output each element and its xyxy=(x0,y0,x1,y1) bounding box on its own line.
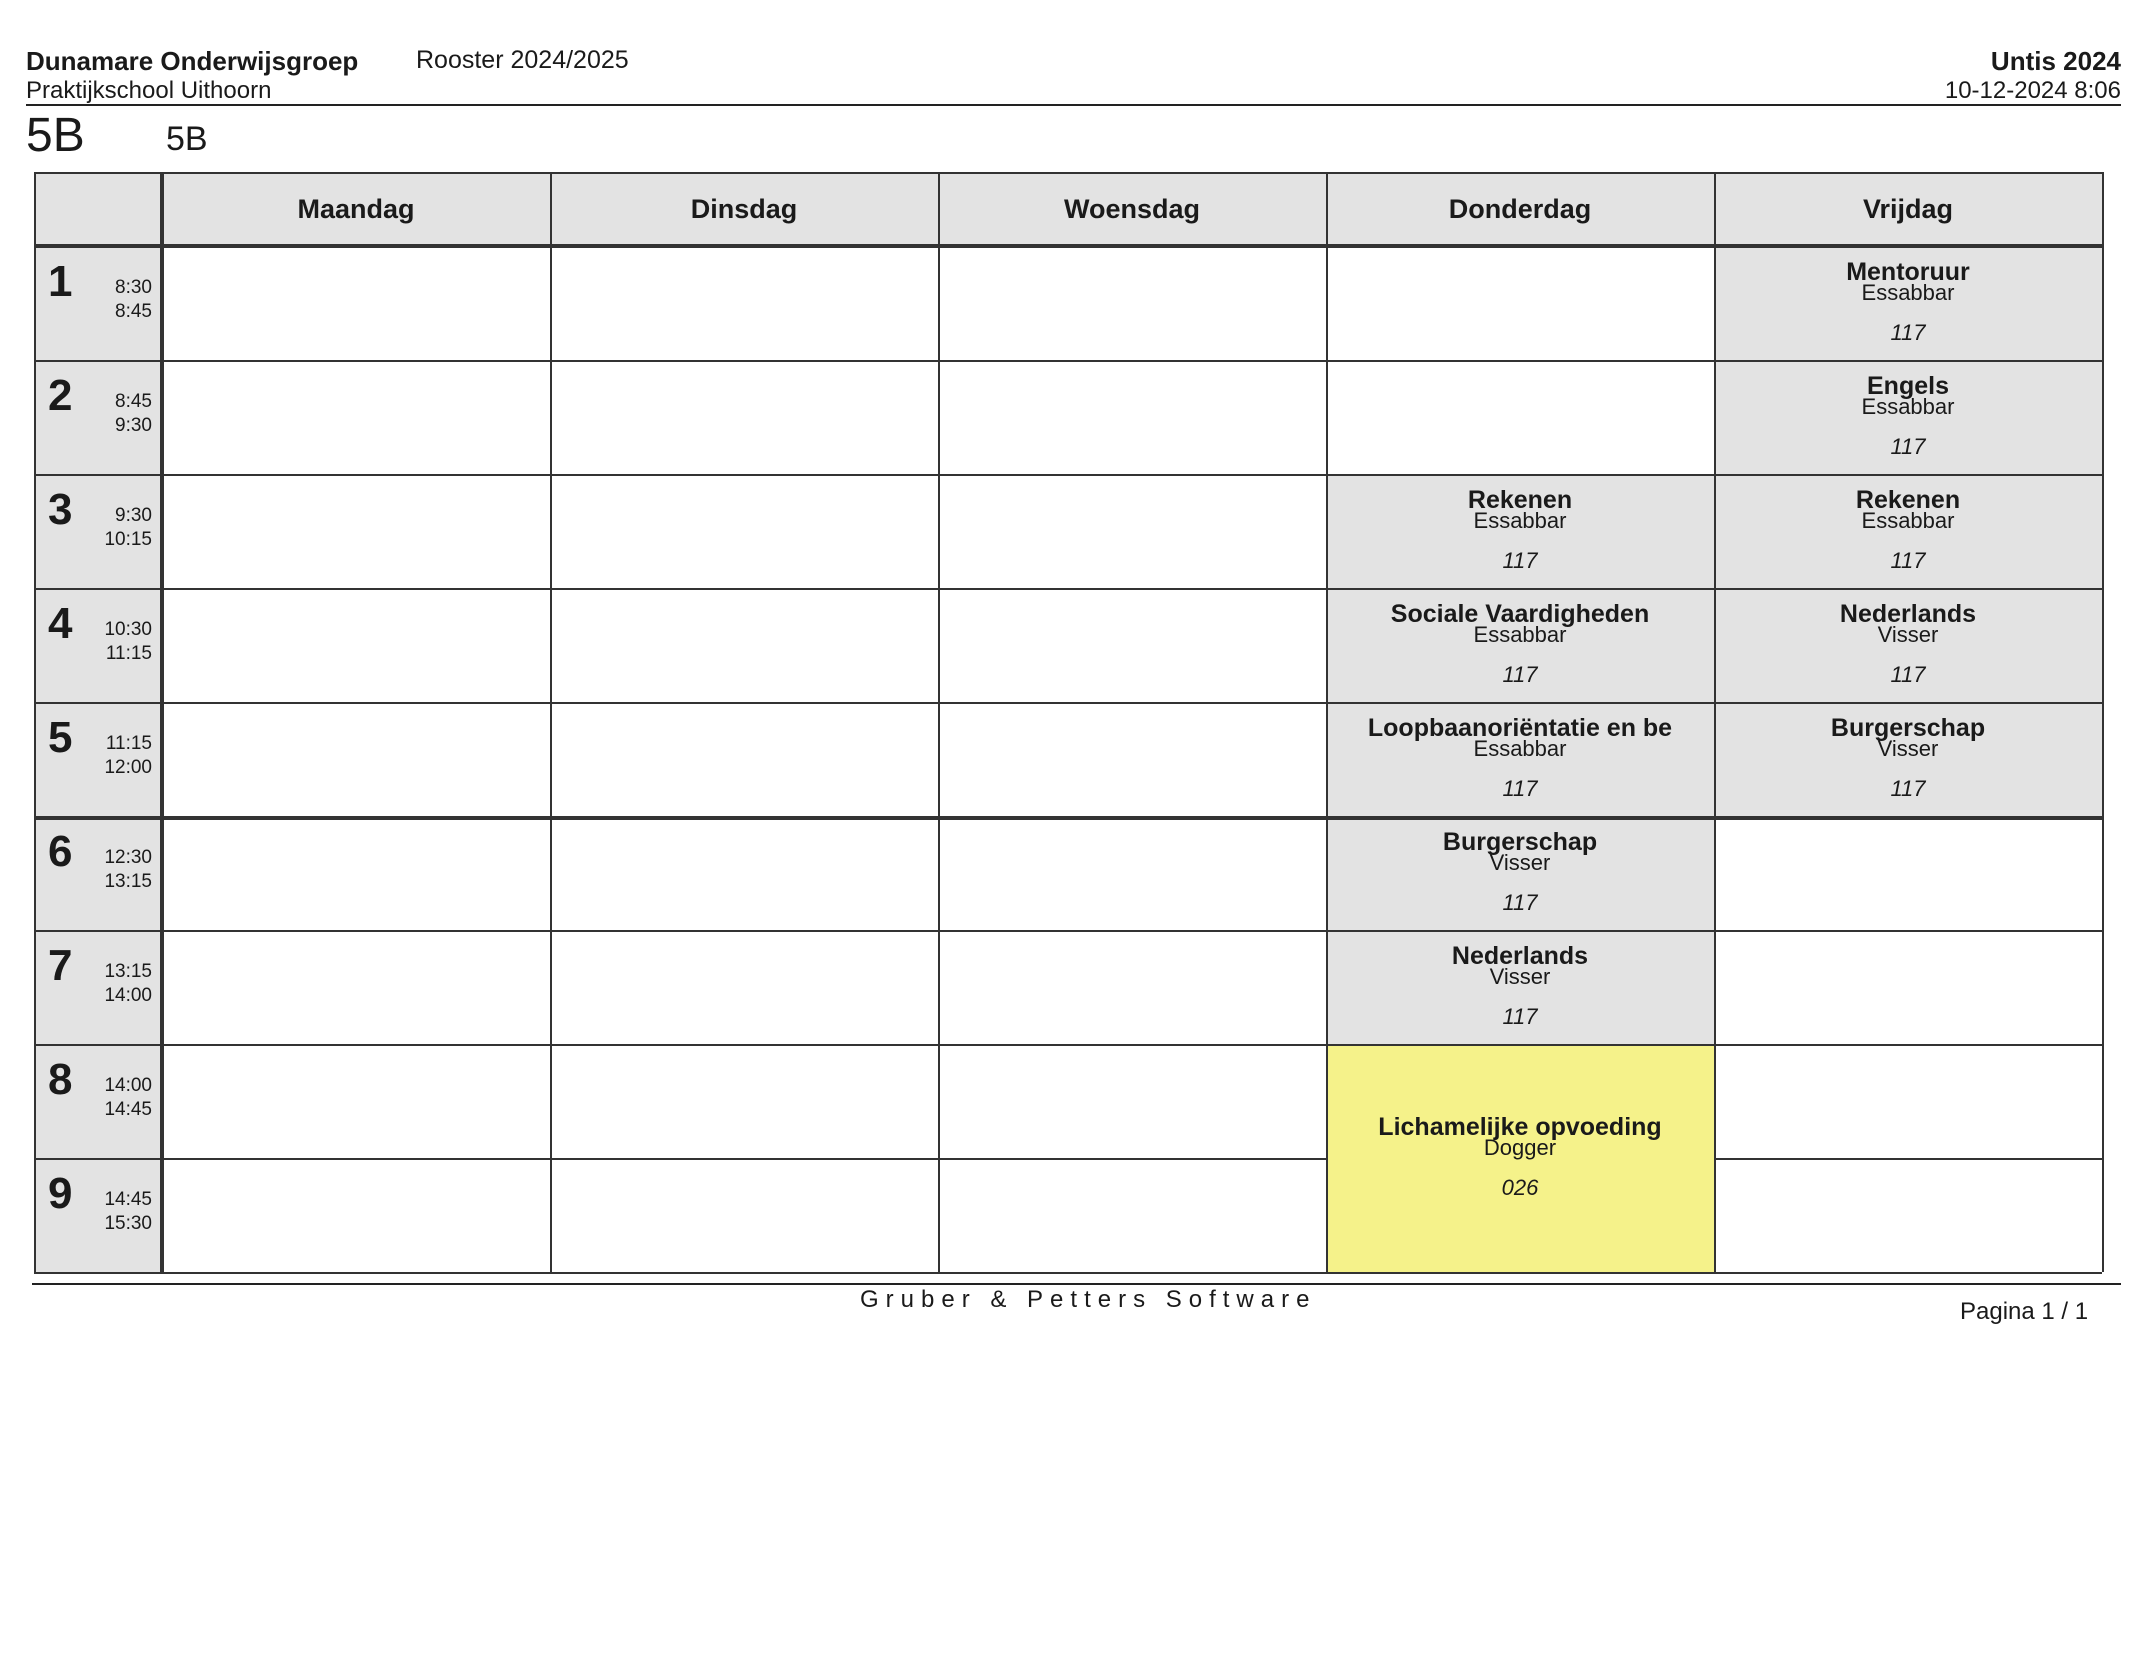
lesson-cell[interactable] xyxy=(1326,1044,1714,1272)
period-times xyxy=(78,504,152,552)
period-start: 10:30 xyxy=(104,619,152,640)
day-header-maandag: Maandag xyxy=(162,172,550,246)
class-title: 5B xyxy=(26,109,85,162)
period-end: 14:45 xyxy=(104,1099,152,1120)
period-number: 8 xyxy=(48,1055,73,1104)
period-times xyxy=(78,732,152,780)
lesson-teacher: Dogger xyxy=(1483,1135,1557,1160)
lesson-teacher: Essabbar xyxy=(1473,736,1567,761)
period-cell xyxy=(34,474,162,588)
period-times xyxy=(78,1188,152,1236)
grid-line xyxy=(938,172,940,1272)
period-number: 9 xyxy=(48,1169,73,1218)
roster-year: Rooster 2024/2025 xyxy=(416,46,629,74)
lesson-subject: Burgerschap xyxy=(1830,714,1986,742)
grid-line xyxy=(34,172,2102,174)
lesson-cell[interactable] xyxy=(1714,246,2102,360)
lesson-subject: Rekenen xyxy=(1467,486,1573,514)
period-cell xyxy=(34,930,162,1044)
grid-line xyxy=(34,930,2102,932)
period-times xyxy=(78,390,152,438)
lesson-room: 117 xyxy=(1890,662,1926,687)
class-subtitle: 5B xyxy=(166,120,208,158)
footer-divider xyxy=(32,1283,2121,1285)
period-end: 12:00 xyxy=(104,757,152,778)
period-end: 14:00 xyxy=(104,985,152,1006)
print-datetime: 10-12-2024 8:06 xyxy=(1944,77,2121,104)
period-cell xyxy=(34,702,162,816)
period-start: 12:30 xyxy=(104,847,152,868)
grid-corner xyxy=(34,172,162,246)
lesson-cell[interactable] xyxy=(1714,702,2102,816)
period-number: 5 xyxy=(48,713,73,762)
lesson-room: 117 xyxy=(1502,548,1538,573)
day-header-vrijdag: Vrijdag xyxy=(1714,172,2102,246)
grid-line xyxy=(34,816,2102,820)
period-number: 2 xyxy=(48,371,73,420)
lesson-teacher: Essabbar xyxy=(1861,280,1955,305)
lesson-subject: Nederlands xyxy=(1451,942,1589,970)
lesson-subject: Burgerschap xyxy=(1442,828,1598,856)
lesson-room: 117 xyxy=(1890,776,1926,801)
grid-line xyxy=(34,244,2102,248)
period-start: 14:45 xyxy=(104,1189,152,1210)
lesson-teacher: Visser xyxy=(1489,850,1551,875)
period-number: 7 xyxy=(48,941,73,990)
lesson-teacher: Visser xyxy=(1877,622,1939,647)
lesson-room: 117 xyxy=(1502,890,1538,915)
period-start: 8:45 xyxy=(115,391,152,412)
subschool-name: Praktijkschool Uithoorn xyxy=(26,77,272,104)
lesson-cell[interactable] xyxy=(1326,816,1714,930)
period-times xyxy=(78,1074,152,1122)
grid-line xyxy=(34,702,2102,704)
period-end: 8:45 xyxy=(115,301,152,322)
lesson-teacher: Essabbar xyxy=(1473,622,1567,647)
period-start: 14:00 xyxy=(104,1075,152,1096)
grid-line xyxy=(2102,172,2104,1272)
lesson-teacher: Essabbar xyxy=(1473,508,1567,533)
lesson-room: 117 xyxy=(1502,662,1538,687)
grid-line xyxy=(1326,172,1328,1272)
lesson-room: 117 xyxy=(1502,776,1538,801)
grid-line xyxy=(34,474,2102,476)
lesson-subject: Nederlands xyxy=(1839,600,1977,628)
vendor-credit: Gruber & Petters Software xyxy=(860,1286,1317,1313)
period-times xyxy=(78,960,152,1008)
lesson-cell[interactable] xyxy=(1326,930,1714,1044)
lesson-subject: Engels xyxy=(1867,372,1949,400)
day-header-woensdag: Woensdag xyxy=(938,172,1326,246)
lesson-cell[interactable] xyxy=(1326,588,1714,702)
school-name: Dunamare Onderwijsgroep xyxy=(26,46,359,76)
lesson-cell[interactable] xyxy=(1714,360,2102,474)
grid-line xyxy=(34,1272,2102,1274)
lesson-subject: Lichamelijke opvoeding xyxy=(1378,1113,1662,1141)
lesson-teacher: Visser xyxy=(1489,964,1551,989)
grid-line xyxy=(34,360,2102,362)
period-times xyxy=(78,846,152,894)
lesson-room: 117 xyxy=(1890,548,1926,573)
grid-line xyxy=(1714,172,1716,1272)
period-start: 8:30 xyxy=(115,277,152,298)
period-cell xyxy=(34,246,162,360)
period-end: 15:30 xyxy=(104,1213,152,1234)
period-cell xyxy=(34,360,162,474)
page-number: Pagina 1 / 1 xyxy=(1960,1298,2089,1325)
period-cell xyxy=(34,1158,162,1272)
day-header-dinsdag: Dinsdag xyxy=(550,172,938,246)
period-end: 11:15 xyxy=(105,643,152,664)
lesson-room: 117 xyxy=(1502,1004,1538,1029)
period-end: 9:30 xyxy=(115,415,152,436)
grid-line xyxy=(34,1158,1326,1160)
period-number: 1 xyxy=(48,257,73,306)
lesson-room: 117 xyxy=(1890,320,1926,345)
lesson-subject: Rekenen xyxy=(1855,486,1961,514)
period-number: 4 xyxy=(48,599,73,648)
grid-line xyxy=(34,172,36,1272)
lesson-teacher: Essabbar xyxy=(1861,508,1955,533)
period-times xyxy=(78,618,152,666)
lesson-cell[interactable] xyxy=(1326,702,1714,816)
lesson-room: 026 xyxy=(1501,1175,1539,1200)
lesson-teacher: Essabbar xyxy=(1861,394,1955,419)
header-divider xyxy=(26,104,2121,106)
product-name: Untis 2024 xyxy=(1990,46,2121,76)
period-cell xyxy=(34,1044,162,1158)
lesson-cell[interactable] xyxy=(1714,588,2102,702)
grid-line xyxy=(1714,1158,2102,1160)
grid-line xyxy=(34,588,2102,590)
period-cell xyxy=(34,588,162,702)
lesson-cell[interactable] xyxy=(1326,474,1714,588)
period-cell xyxy=(34,816,162,930)
period-times xyxy=(78,276,152,324)
grid-line xyxy=(160,172,164,1272)
period-number: 3 xyxy=(48,485,73,534)
lesson-room: 117 xyxy=(1890,434,1926,459)
lesson-subject: Mentoruur xyxy=(1846,258,1970,286)
grid-line xyxy=(34,1044,2102,1046)
lesson-subject: Loopbaanoriëntatie en be xyxy=(1367,714,1673,742)
lesson-cell[interactable] xyxy=(1714,474,2102,588)
grid-line xyxy=(550,172,552,1272)
period-start: 13:15 xyxy=(104,961,152,982)
period-number: 6 xyxy=(48,827,73,876)
period-end: 13:15 xyxy=(104,871,152,892)
period-start: 11:15 xyxy=(105,733,152,754)
lesson-subject: Sociale Vaardigheden xyxy=(1390,600,1650,628)
period-start: 9:30 xyxy=(115,505,152,526)
lesson-teacher: Visser xyxy=(1877,736,1939,761)
period-end: 10:15 xyxy=(104,529,152,550)
day-header-donderdag: Donderdag xyxy=(1326,172,1714,246)
